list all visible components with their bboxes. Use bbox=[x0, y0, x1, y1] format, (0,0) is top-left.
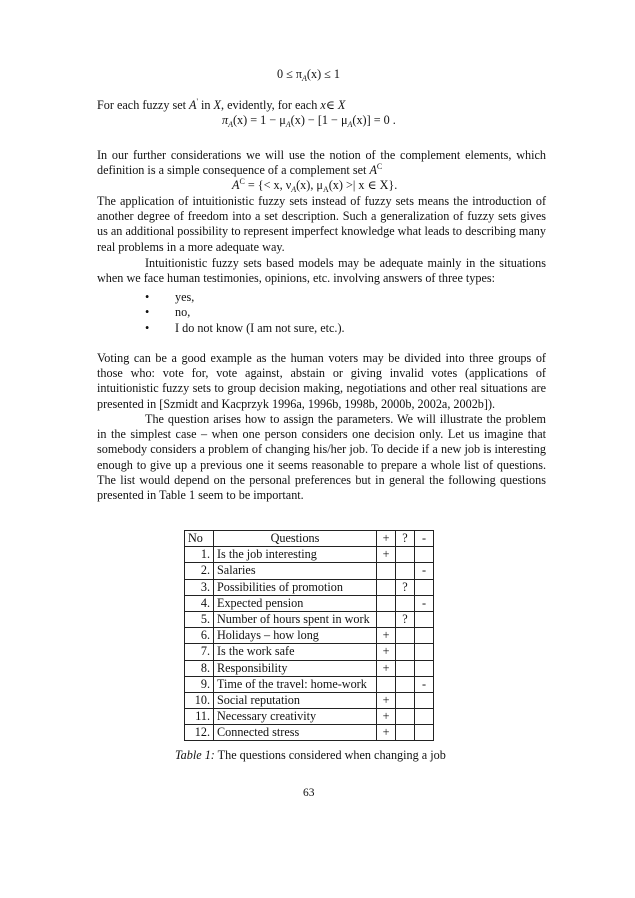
cell-minus bbox=[415, 660, 434, 676]
equation-complement-set bbox=[232, 178, 397, 193]
cell-plus bbox=[377, 611, 396, 627]
cell-minus bbox=[415, 579, 434, 595]
cell-plus: + bbox=[377, 709, 396, 725]
bullet-icon: • bbox=[145, 320, 150, 335]
cell-question: Is the job interesting bbox=[214, 547, 377, 563]
table-row bbox=[185, 563, 434, 579]
fuzzy-set-statement bbox=[97, 98, 345, 113]
cell-plus: + bbox=[377, 628, 396, 644]
table-row bbox=[185, 579, 434, 595]
cell-unknown: ? bbox=[396, 611, 415, 627]
cell-minus bbox=[415, 725, 434, 741]
text: ∈ bbox=[325, 98, 338, 112]
list-item bbox=[145, 321, 345, 336]
equation-hesitation-zero bbox=[222, 113, 396, 128]
cell-unknown bbox=[396, 628, 415, 644]
cell-unknown bbox=[396, 709, 415, 725]
cell-plus bbox=[377, 676, 396, 692]
bullet-icon: • bbox=[145, 305, 150, 320]
paragraph-voting: Voting can be a good example as the human voters may be divided into three groups of those who: vote for, vote against, abstain or giving invalid votes (applications of intuitionistic fuzzy sets to group decision making, negotiations and other real situations are presented in [Szmidt and Kacprzyk 1996a, 1996b, 1998b, 2000b, 2002a, 2002b]). bbox=[97, 351, 546, 411]
text: , evidently, for each bbox=[220, 98, 321, 112]
page-number: 63 bbox=[303, 787, 315, 799]
eq-sup: C bbox=[239, 177, 245, 186]
cell-plus bbox=[377, 563, 396, 579]
table-row bbox=[185, 725, 434, 741]
caption-label: Table 1: bbox=[175, 748, 215, 762]
prime: ' bbox=[196, 97, 198, 106]
cell-no: 2. bbox=[185, 563, 214, 579]
list-item bbox=[145, 305, 345, 320]
eq-sub: A bbox=[302, 74, 307, 83]
paragraph-models: Intuitionistic fuzzy sets based models may be adequate mainly in the situations when we face human testimonies, opinions, etc. involving answers of three types: bbox=[97, 256, 546, 286]
cell-no: 4. bbox=[185, 595, 214, 611]
eq-text: (x) − [1 − μ bbox=[290, 113, 348, 127]
eq-sub: A bbox=[285, 120, 291, 129]
cell-minus bbox=[415, 709, 434, 725]
table-row bbox=[185, 709, 434, 725]
list-item-text: no, bbox=[175, 305, 191, 320]
cell-minus bbox=[415, 611, 434, 627]
text: For each fuzzy set bbox=[97, 98, 190, 112]
cell-no: 9. bbox=[185, 676, 214, 692]
text: In our further considerations we will use the notion of the complement elements, which definition is a simple consequence of a complement set bbox=[97, 148, 546, 178]
cell-unknown: ? bbox=[396, 579, 415, 595]
header-plus: + bbox=[377, 531, 396, 547]
table-row bbox=[185, 611, 434, 627]
table-row bbox=[185, 644, 434, 660]
table-row bbox=[185, 595, 434, 611]
cell-plus: + bbox=[377, 644, 396, 660]
eq-text: = {< x, ν bbox=[244, 178, 292, 192]
eq-text: (x)] = 0 . bbox=[352, 113, 396, 127]
cell-minus: - bbox=[415, 595, 434, 611]
paragraph-application: The application of intuitionistic fuzzy sets instead of fuzzy sets means the introduction of another degree of freedom into a set description. Such a generalization of fuzzy sets gives us an additional possibility to represent imperfect knowledge what leads to describing many real problems in a more adequate way. bbox=[97, 194, 546, 254]
cell-minus bbox=[415, 692, 434, 708]
eq-text: A bbox=[232, 178, 240, 192]
cell-no: 1. bbox=[185, 547, 214, 563]
element-symbol: x bbox=[320, 98, 326, 112]
cell-no: 6. bbox=[185, 628, 214, 644]
sup: C bbox=[376, 162, 383, 172]
cell-plus: + bbox=[377, 725, 396, 741]
eq-text: 0 ≤ π bbox=[277, 67, 303, 81]
eq-text: π bbox=[222, 113, 229, 127]
answer-types-list bbox=[145, 290, 345, 336]
cell-minus: - bbox=[415, 676, 434, 692]
paragraph-complement bbox=[97, 148, 546, 178]
cell-question: Possibilities of promotion bbox=[214, 579, 377, 595]
cell-no: 5. bbox=[185, 611, 214, 627]
eq-text: (x) ≤ 1 bbox=[306, 67, 341, 81]
text: in bbox=[197, 98, 214, 112]
cell-question: Necessary creativity bbox=[214, 709, 377, 725]
eq-sub: A bbox=[291, 185, 297, 194]
paragraph-question: The question arises how to assign the parameters. We will illustrate the problem in the simplest case – when one person considers one decision only. Let us imagine that somebody considers a problem of changing his/her job. To decide if a new job is interesting enough to give up a previous one it seems reasonable to prepare a whole list of questions. The list would depend on the personal preferences but in general the following questions presented in Table 1 seem to be important. bbox=[97, 412, 546, 503]
universe-symbol: X bbox=[213, 98, 221, 112]
cell-no: 7. bbox=[185, 644, 214, 660]
eq-text: (x) = 1 − μ bbox=[233, 113, 286, 127]
table-row bbox=[185, 660, 434, 676]
cell-question: Is the work safe bbox=[214, 644, 377, 660]
header-unknown: ? bbox=[396, 531, 415, 547]
table-row bbox=[185, 628, 434, 644]
cell-unknown bbox=[396, 644, 415, 660]
cell-question: Time of the travel: home-work bbox=[214, 676, 377, 692]
list-item-text: I do not know (I am not sure, etc.). bbox=[175, 320, 345, 335]
list-item-text: yes, bbox=[175, 290, 195, 304]
table-header-row bbox=[185, 531, 434, 547]
cell-minus bbox=[415, 644, 434, 660]
cell-plus bbox=[377, 579, 396, 595]
cell-question: Responsibility bbox=[214, 660, 377, 676]
eq-text: (x), μ bbox=[296, 178, 323, 192]
cell-unknown bbox=[396, 676, 415, 692]
cell-no: 8. bbox=[185, 660, 214, 676]
table-row bbox=[185, 547, 434, 563]
cell-question: Number of hours spent in work bbox=[214, 611, 377, 627]
cell-no: 10. bbox=[185, 692, 214, 708]
cell-minus bbox=[415, 628, 434, 644]
cell-unknown bbox=[396, 692, 415, 708]
cell-plus bbox=[377, 595, 396, 611]
table-caption bbox=[175, 748, 446, 763]
set-symbol: A bbox=[369, 163, 377, 178]
equation-hesitation-bounds bbox=[277, 67, 340, 82]
cell-unknown bbox=[396, 547, 415, 563]
cell-plus: + bbox=[377, 547, 396, 563]
header-minus: - bbox=[415, 531, 434, 547]
eq-sub: A bbox=[347, 120, 353, 129]
cell-no: 11. bbox=[185, 709, 214, 725]
cell-no: 3. bbox=[185, 579, 214, 595]
cell-minus bbox=[415, 547, 434, 563]
eq-sub: A bbox=[228, 120, 233, 129]
eq-text: (x) >| x ∈ X}. bbox=[328, 178, 398, 192]
header-questions: Questions bbox=[214, 531, 377, 547]
universe-symbol: X bbox=[337, 98, 346, 112]
caption-text: The questions considered when changing a job bbox=[214, 748, 446, 762]
cell-question: Social reputation bbox=[214, 692, 377, 708]
header-no: No bbox=[185, 531, 214, 547]
cell-question: Connected stress bbox=[214, 725, 377, 741]
eq-sub: A bbox=[322, 185, 329, 194]
cell-minus: - bbox=[415, 563, 434, 579]
cell-unknown bbox=[396, 595, 415, 611]
table-row bbox=[185, 692, 434, 708]
cell-plus: + bbox=[377, 692, 396, 708]
bullet-icon: • bbox=[145, 290, 150, 304]
cell-question: Holidays – how long bbox=[214, 628, 377, 644]
cell-no: 12. bbox=[185, 725, 214, 741]
cell-unknown bbox=[396, 660, 415, 676]
cell-unknown bbox=[396, 563, 415, 579]
cell-unknown bbox=[396, 725, 415, 741]
cell-plus: + bbox=[377, 660, 396, 676]
questions-table bbox=[184, 530, 434, 741]
table-row bbox=[185, 676, 434, 692]
set-symbol: A bbox=[189, 98, 197, 112]
cell-question: Expected pension bbox=[214, 595, 377, 611]
list-item bbox=[145, 290, 345, 305]
cell-question: Salaries bbox=[214, 563, 377, 579]
